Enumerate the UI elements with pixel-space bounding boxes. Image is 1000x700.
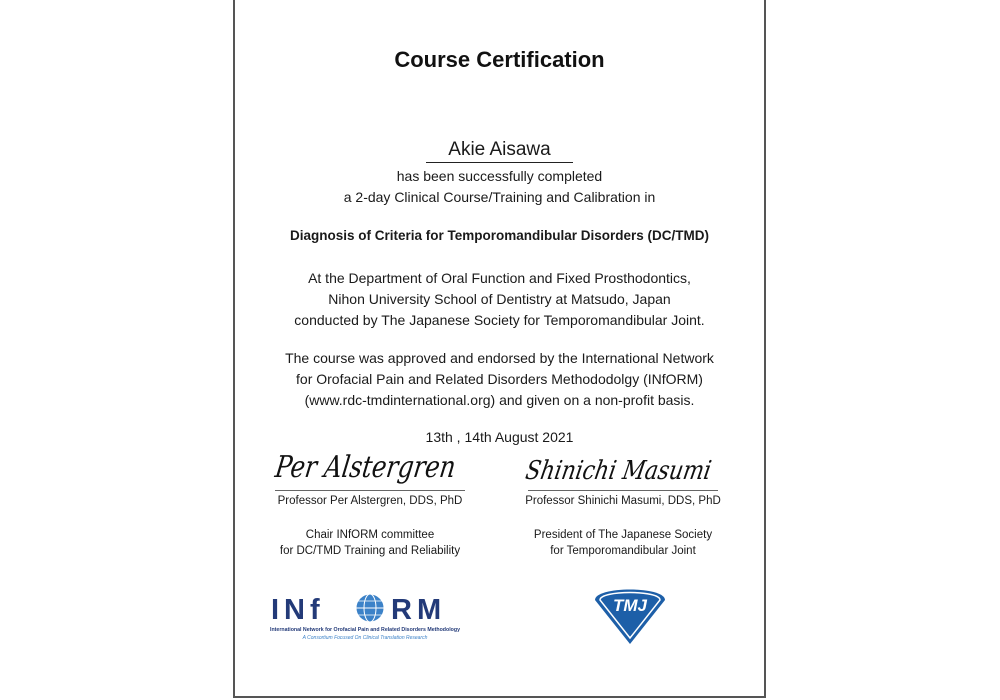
signature-block-right (503, 445, 750, 507)
department-line: Nihon University School of Dentistry at Matsudo, Japan (328, 291, 671, 307)
approval-paragraph (235, 348, 764, 411)
signature-shinichi-masumi (523, 445, 750, 490)
svg-text:International Network for Orof: International Network for Orofacial Pain and Related Disorders Methodology (270, 627, 461, 633)
course-date: 13th , 14th August 2021 (425, 429, 574, 445)
svg-text:Shinichi Masumi: Shinichi Masumi (523, 456, 750, 486)
globe-icon (356, 594, 384, 622)
signatory-name-left: Professor Per Alstergren, DDS, PhD (277, 495, 463, 507)
certificate-title: Course Certification (394, 47, 605, 72)
course-name: Diagnosis of Criteria for Temporomandibular Disorders (DC/TMD) (289, 228, 710, 243)
department-paragraph (235, 268, 764, 331)
tmj-logo (590, 578, 670, 648)
role-line: President of The Japanese Society (533, 529, 713, 541)
svg-text:A Consortium Focused On Clinic: A Consortium Focused On Clinical Translation Research (302, 635, 428, 641)
signatory-role-left (250, 527, 490, 559)
department-line: conducted by The Japanese Society for Temporomandibular Joint. (294, 312, 705, 328)
completed-line-1: has been successfully completed (396, 168, 603, 184)
signature-line-left (275, 490, 465, 491)
role-line: for DC/TMD Training and Reliability (279, 545, 461, 557)
svg-text:INf: INf (271, 594, 325, 626)
svg-text:Per Alstergren: Per Alstergren (272, 450, 500, 485)
department-line: At the Department of Oral Function and Fixed Prosthodontics, (308, 270, 691, 286)
approval-line: The course was approved and endorsed by the International Network (285, 350, 714, 366)
role-line: Chair INfORM committee (305, 529, 435, 541)
signature-block-left (250, 435, 500, 507)
svg-text:TMJ: TMJ (613, 596, 647, 615)
role-line: for Temporomandibular Joint (550, 545, 696, 557)
approval-line: (www.rdc-tmdinternational.org) and given on a non-profit basis. (304, 392, 695, 408)
certificate (233, 0, 766, 698)
signatory-role-right (503, 527, 743, 559)
approval-line: for Orofacial Pain and Related Disorders Methododolgy (INfORM) (296, 371, 703, 387)
svg-text:RM: RM (391, 594, 447, 626)
recipient-name-wrap (235, 139, 764, 163)
signature-line-right (528, 490, 718, 491)
recipient-name: Akie Aisawa (426, 139, 572, 163)
signatory-name-right: Professor Shinichi Masumi, DDS, PhD (525, 495, 721, 507)
inform-logo (265, 588, 465, 648)
signature-per-alstergren (270, 435, 500, 490)
completed-line-2: a 2-day Clinical Course/Training and Calibration in (343, 189, 656, 205)
